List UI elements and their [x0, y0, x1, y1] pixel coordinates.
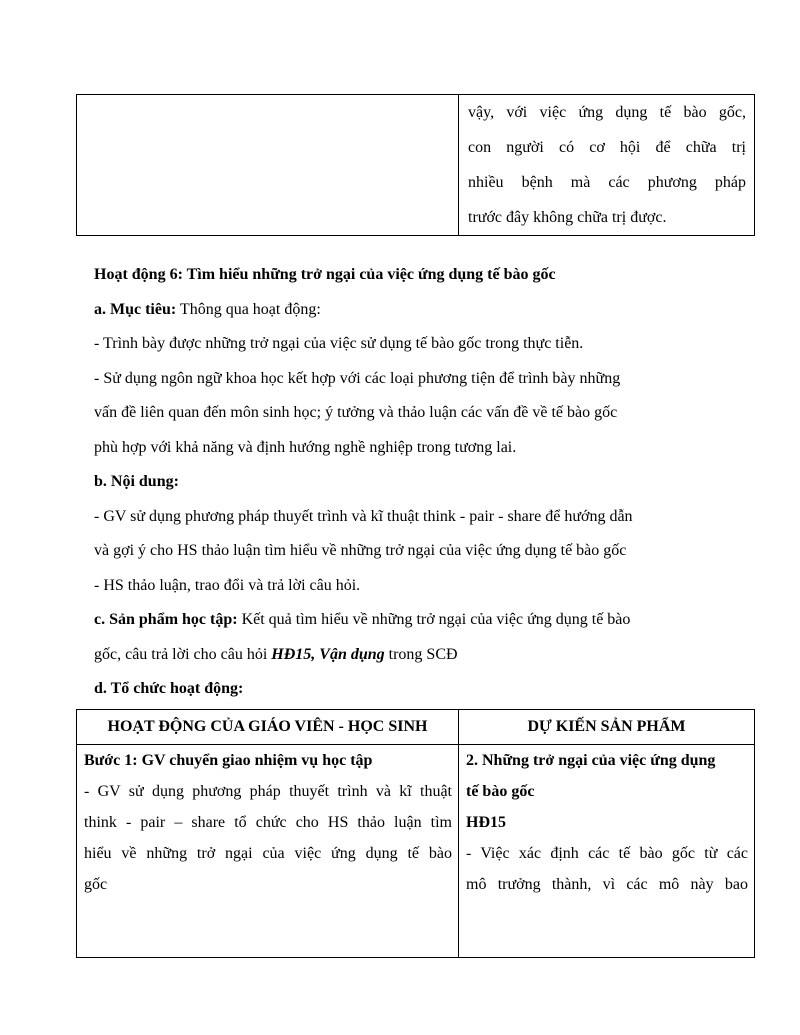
step-line: gốc: [84, 876, 108, 893]
product-line-2: gốc, câu trả lời cho câu hỏi HĐ15, Vận dụng trong SCĐ: [94, 645, 458, 663]
product-title-2: tế bào gốc: [466, 783, 535, 800]
continuation-left-cell: [77, 95, 459, 236]
continuation-line: vậy, với việc ứng dụng tế bào gốc,: [468, 104, 746, 121]
continuation-line: con người có cơ hội để chữa trị: [468, 139, 746, 156]
content-item: - GV sử dụng phương pháp thuyết trình và kĩ thuật think - pair - share để hướng dẫn: [94, 507, 633, 525]
product-line: mô trưởng thành, vì các mô này bao: [466, 876, 748, 893]
content-item: - HS thảo luận, trao đổi và trả lời câu hỏi.: [94, 576, 361, 594]
continuation-right-cell: [459, 95, 755, 236]
product-line: - Việc xác định các tế bào gốc từ các: [466, 845, 748, 862]
objective-item: vấn đề liên quan đến môn sinh học; ý tưởng và thảo luận các vấn đề về tế bào gốc: [94, 404, 618, 421]
activity-table: [76, 709, 755, 958]
continuation-line: nhiều bệnh mà các phương pháp: [468, 174, 746, 191]
product-emphasis: HĐ15, Vận dụng: [271, 645, 385, 663]
header-expected-product: DỰ KIẾN SẢN PHẨM: [459, 710, 755, 745]
header-teacher-student: HOẠT ĐỘNG CỦA GIÁO VIÊN - HỌC SINH: [77, 710, 459, 745]
content-label: b. Nội dung:: [94, 473, 179, 490]
objective-item: - Sử dụng ngôn ngữ khoa học kết hợp với các loại phương tiện để trình bày những: [94, 369, 621, 387]
step-title: Bước 1: GV chuyển giao nhiệm vụ học tập: [84, 752, 373, 769]
product-cell: [459, 745, 755, 958]
section-heading: Hoạt động 6: Tìm hiểu những trở ngại của việc ứng dụng tế bào gốc: [94, 266, 556, 283]
product-code: HĐ15: [466, 814, 506, 831]
content-item: và gợi ý cho HS thảo luận tìm hiểu về những trở ngại của việc ứng dụng tế bào gốc: [94, 542, 627, 559]
activity-section: [94, 258, 734, 707]
teacher-cell: [77, 745, 459, 958]
step-line: think - pair – share tổ chức cho HS thảo luận tìm: [84, 814, 452, 831]
organize-label: d. Tổ chức hoạt động:: [94, 680, 244, 697]
objective-item: phù hợp với khả năng và định hướng nghề nghiệp trong tương lai.: [94, 438, 517, 456]
step-line: - GV sử dụng phương pháp thuyết trình và kĩ thuật: [84, 783, 452, 800]
objective-item: - Trình bày được những trở ngại của việc sử dụng tế bào gốc trong thực tiễn.: [94, 335, 584, 352]
continuation-line: trước đây không chữa trị được.: [468, 209, 667, 226]
continuation-table: [76, 94, 755, 236]
objective-label: a. Mục tiêu:: [94, 300, 177, 318]
objective-line: a. Mục tiêu: Thông qua hoạt động:: [94, 300, 321, 318]
product-title: 2. Những trở ngại của việc ứng dụng: [466, 752, 716, 769]
step-line: hiểu về những trở ngại của việc ứng dụng tế bào: [84, 845, 452, 862]
product-label: c. Sản phẩm học tập:: [94, 611, 238, 628]
product-line: c. Sản phẩm học tập: Kết quả tìm hiểu về những trở ngại của việc ứng dụng tế bào: [94, 611, 631, 628]
